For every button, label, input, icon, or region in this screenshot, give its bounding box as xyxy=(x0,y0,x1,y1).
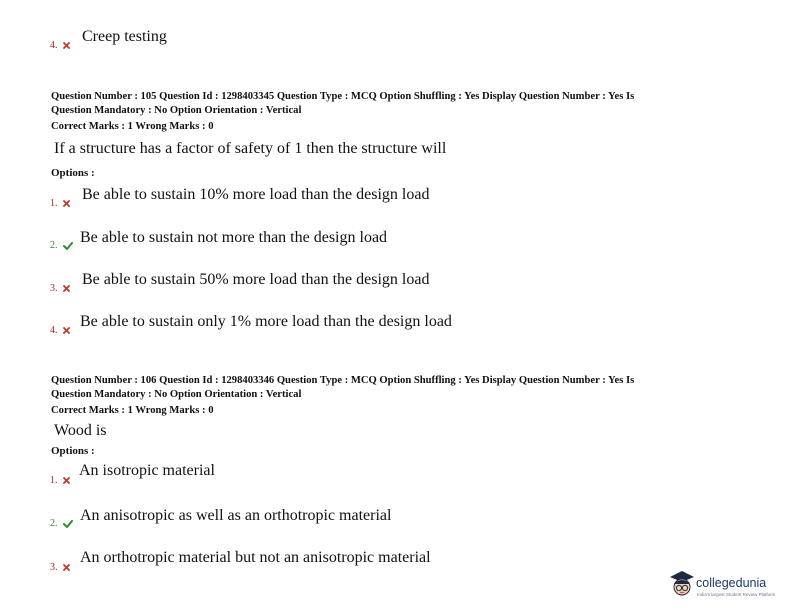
q105-option-2-number: 2. xyxy=(50,240,73,251)
q105-option-3-number: 3. xyxy=(50,283,70,294)
q106-option-2-number: 2. xyxy=(50,518,73,529)
q105-option-1-text: Be able to sustain 10% more load than the design load xyxy=(82,186,430,203)
q106-question-text: Wood is xyxy=(54,422,107,439)
wrong-mark-icon xyxy=(63,477,70,484)
q105-question-text: If a structure has a factor of safety of 1 then the structure will xyxy=(54,140,447,157)
q106-options-label: Options : xyxy=(51,445,95,457)
q106-option-1-number: 1. xyxy=(50,475,70,486)
q106-option-3-text: An orthotropic material but not an anisotropic material xyxy=(80,549,431,566)
collegedunia-watermark xyxy=(668,568,786,604)
q105-options-label: Options : xyxy=(51,167,95,179)
q105-option-2-text: Be able to sustain not more than the design load xyxy=(80,229,388,246)
q105-meta-line1: Question Number : 105 Question Id : 1298403345 Question Type : MCQ Option Shuffling : Yes Display Question Number : Yes Is xyxy=(51,91,635,102)
prev-option-4-text: Creep testing xyxy=(82,28,167,45)
brand-tagline: India's largest Student Review Platform xyxy=(697,592,776,597)
wrong-mark-icon xyxy=(63,564,70,571)
q105-option-4-text: Be able to sustain only 1% more load than the design load xyxy=(80,313,452,330)
q106-option-1-text: An isotropic material xyxy=(79,462,215,479)
q106-meta-line2: Question Mandatory : No Option Orientation : Vertical xyxy=(51,389,302,400)
q105-option-1-number: 1. xyxy=(50,198,70,209)
brand-name: collegedunia xyxy=(696,576,767,590)
wrong-mark-icon xyxy=(63,285,70,292)
wrong-mark-icon xyxy=(63,327,70,334)
q105-option-4-number: 4. xyxy=(50,325,70,336)
wrong-mark-icon xyxy=(63,200,70,207)
q105-meta-line2: Question Mandatory : No Option Orientation : Vertical xyxy=(51,105,302,116)
q106-option-3-number: 3. xyxy=(50,562,70,573)
q106-marks: Correct Marks : 1 Wrong Marks : 0 xyxy=(51,405,214,416)
q105-option-3-text: Be able to sustain 50% more load than the design load xyxy=(82,271,430,288)
q105-marks: Correct Marks : 1 Wrong Marks : 0 xyxy=(51,121,214,132)
wrong-mark-icon xyxy=(63,42,70,49)
prev-option-4-number: 4. xyxy=(50,40,70,51)
correct-check-icon xyxy=(63,242,73,250)
correct-check-icon xyxy=(63,520,73,528)
student-mascot-icon xyxy=(668,568,696,602)
q106-option-2-text: An anisotropic as well as an orthotropic material xyxy=(80,507,392,524)
q106-meta-line1: Question Number : 106 Question Id : 1298403346 Question Type : MCQ Option Shuffling : Yes Display Question Number : Yes Is xyxy=(51,375,635,386)
